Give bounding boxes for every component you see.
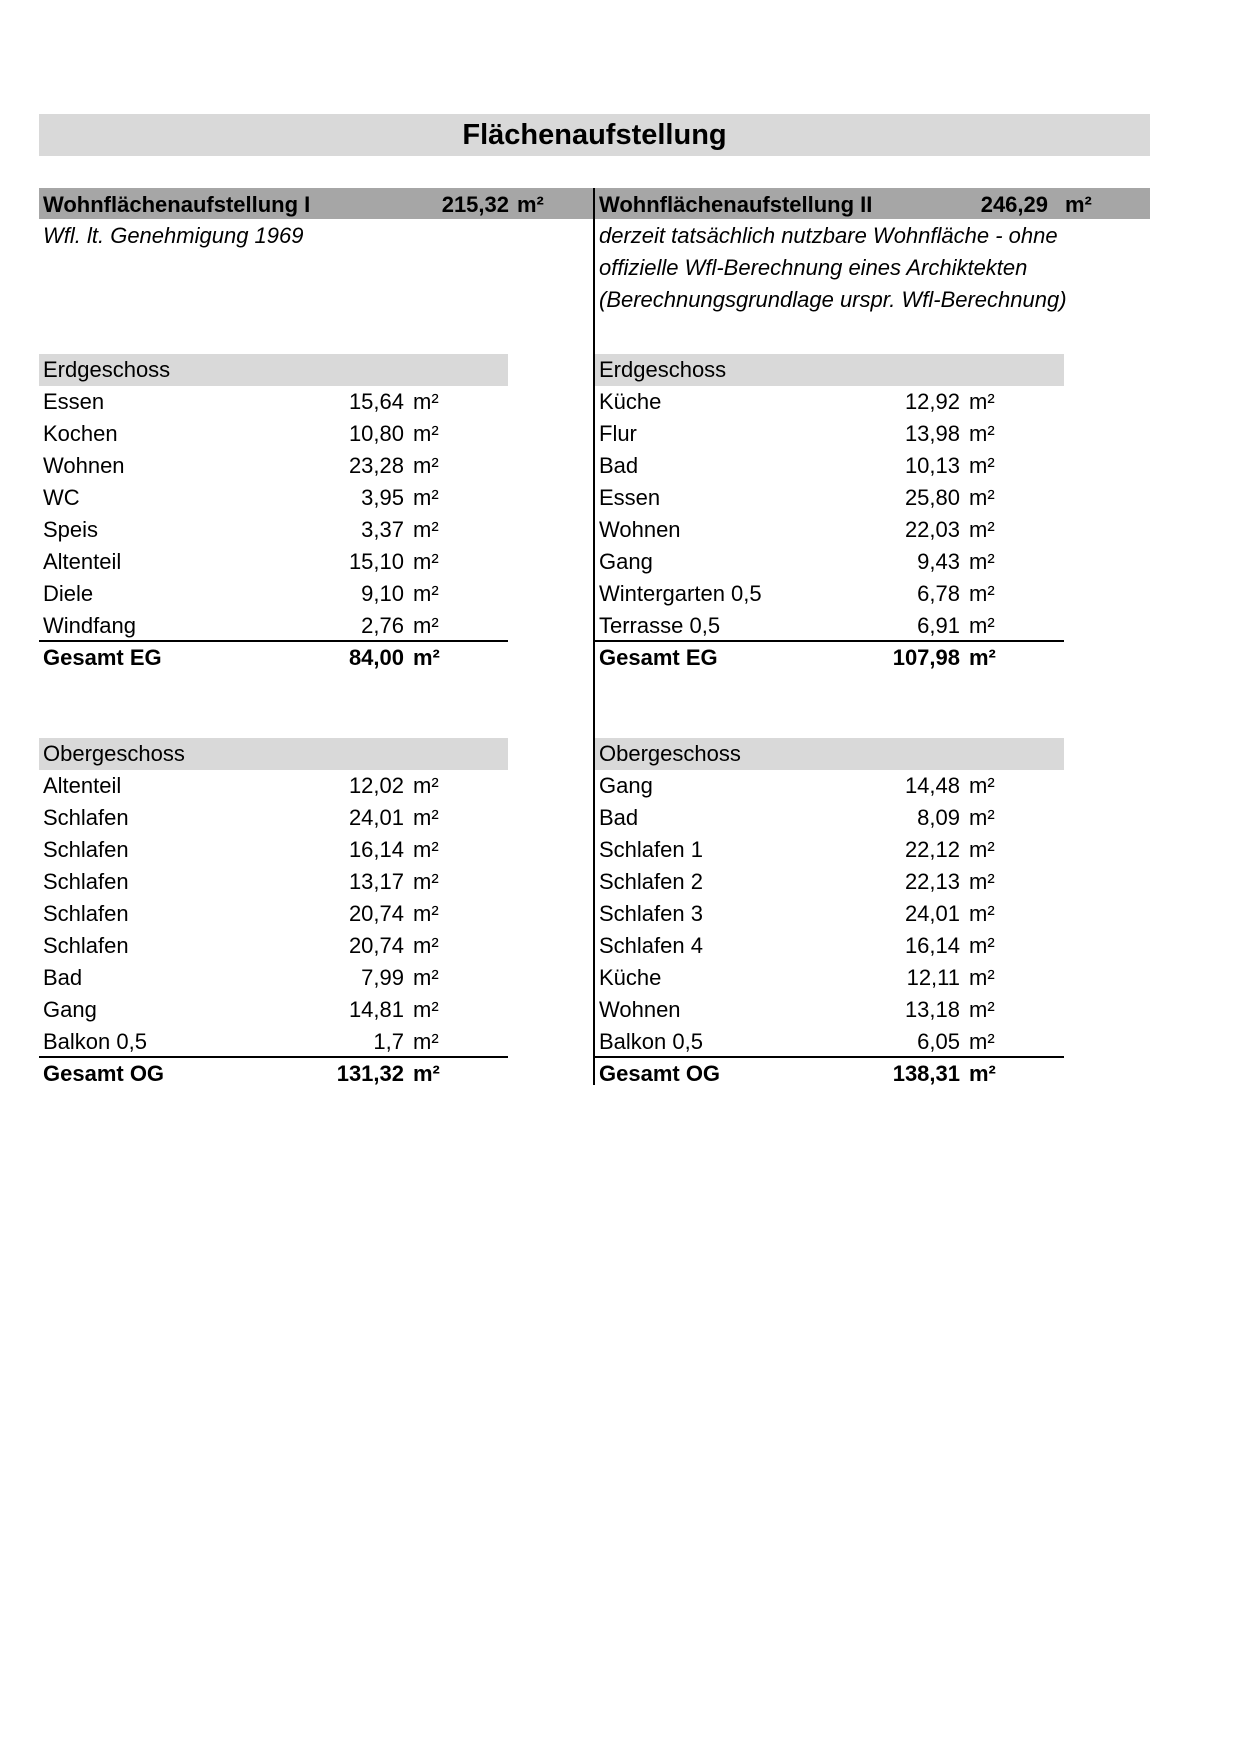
- room-unit: m²: [413, 549, 439, 574]
- room-unit: m²: [969, 1029, 995, 1054]
- room-name: Diele: [43, 581, 94, 606]
- table-row: [595, 962, 1064, 994]
- room-area: 24,01: [348, 805, 404, 830]
- table-row: [595, 418, 1064, 450]
- room-name: Schlafen 4: [599, 933, 703, 958]
- room-unit: m²: [413, 837, 439, 862]
- room-area: 6,05: [917, 1029, 960, 1054]
- table-row: [39, 962, 508, 994]
- room-area: 1,7: [373, 1029, 404, 1054]
- room-area: 3,95: [361, 485, 404, 510]
- room-name: Terrasse 0,5: [599, 613, 721, 638]
- left-eg-heading: Erdgeschoss: [39, 354, 508, 386]
- left-header-value: 215,32: [441, 192, 509, 217]
- total-unit: m²: [969, 645, 996, 670]
- total-label: Gesamt EG: [43, 645, 162, 670]
- room-name: Schlafen 3: [599, 901, 703, 926]
- room-unit: m²: [969, 805, 995, 830]
- room-name: Gang: [599, 549, 653, 574]
- room-area: 15,10: [348, 549, 404, 574]
- room-name: Schlafen: [43, 805, 129, 830]
- table-row: [595, 578, 1064, 610]
- room-name: Küche: [599, 389, 662, 414]
- left-header-label: Wohnflächenaufstellung I: [43, 192, 311, 217]
- room-area: 20,74: [348, 933, 404, 958]
- room-unit: m²: [969, 613, 995, 638]
- left-note: [43, 220, 303, 252]
- table-row: [39, 450, 508, 482]
- table-row: [39, 802, 508, 834]
- room-name: Schlafen: [43, 837, 129, 862]
- room-name: Kochen: [43, 421, 118, 446]
- room-area: 9,43: [917, 549, 960, 574]
- room-name: Bad: [599, 805, 639, 830]
- room-unit: m²: [413, 997, 439, 1022]
- table-row: [595, 930, 1064, 962]
- room-name: Speis: [43, 517, 99, 542]
- room-unit: m²: [413, 933, 439, 958]
- room-area: 13,98: [904, 421, 960, 446]
- page-title: Flächenaufstellung: [39, 114, 1150, 156]
- table-row: [39, 578, 508, 610]
- room-name: Gang: [599, 773, 653, 798]
- room-area: 9,10: [361, 581, 404, 606]
- room-name: Bad: [599, 453, 639, 478]
- room-area: 14,48: [904, 773, 960, 798]
- table-row: [595, 994, 1064, 1026]
- room-unit: m²: [969, 837, 995, 862]
- room-area: 25,80: [904, 485, 960, 510]
- table-row: [39, 898, 508, 930]
- room-unit: m²: [413, 421, 439, 446]
- room-unit: m²: [413, 965, 439, 990]
- room-name: Schlafen: [43, 901, 129, 926]
- room-area: 12,11: [906, 965, 960, 990]
- table-row: [595, 1026, 1064, 1058]
- total-label: Gesamt EG: [599, 645, 718, 670]
- room-unit: m²: [413, 389, 439, 414]
- table-row: [595, 898, 1064, 930]
- room-name: WC: [43, 485, 80, 510]
- room-name: Küche: [599, 965, 662, 990]
- room-name: Schlafen: [43, 869, 129, 894]
- room-unit: m²: [413, 517, 439, 542]
- room-unit: m²: [969, 997, 995, 1022]
- room-unit: m²: [969, 581, 995, 606]
- room-area: 20,74: [348, 901, 404, 926]
- room-name: Balkon 0,5: [599, 1029, 703, 1054]
- table-row: [39, 386, 508, 418]
- room-name: Wohnen: [43, 453, 125, 478]
- left-header-unit: m²: [517, 192, 544, 217]
- table-row: [39, 546, 508, 578]
- table-row: [595, 514, 1064, 546]
- table-row: [595, 482, 1064, 514]
- total-unit: m²: [413, 1061, 440, 1086]
- right-note-line: derzeit tatsächlich nutzbare Wohnfläche - ohne: [599, 223, 1058, 248]
- room-area: 22,12: [904, 837, 960, 862]
- room-unit: m²: [969, 933, 995, 958]
- room-unit: m²: [413, 581, 439, 606]
- room-name: Wohnen: [599, 517, 681, 542]
- room-unit: m²: [969, 453, 995, 478]
- right-og-section: [595, 738, 1064, 1090]
- table-row: [39, 1026, 508, 1058]
- room-unit: m²: [413, 1029, 439, 1054]
- room-name: Gang: [43, 997, 97, 1022]
- room-name: Wintergarten 0,5: [599, 581, 762, 606]
- room-name: Essen: [43, 389, 105, 414]
- table-row: [39, 994, 508, 1026]
- table-row: [595, 546, 1064, 578]
- room-area: 6,78: [917, 581, 960, 606]
- room-area: 3,37: [361, 517, 404, 542]
- table-row: [39, 514, 508, 546]
- total-unit: m²: [969, 1061, 996, 1086]
- room-area: 7,99: [361, 965, 404, 990]
- table-row: [39, 834, 508, 866]
- room-area: 10,80: [348, 421, 404, 446]
- right-note-line: (Berechnungsgrundlage urspr. Wfl-Berechnung): [599, 287, 1067, 312]
- room-unit: m²: [969, 549, 995, 574]
- room-name: Schlafen 1: [599, 837, 703, 862]
- room-area: 16,14: [904, 933, 960, 958]
- room-area: 22,03: [904, 517, 960, 542]
- table-row: [39, 770, 508, 802]
- table-row: [39, 610, 508, 642]
- room-area: 8,09: [917, 805, 960, 830]
- table-row: [39, 418, 508, 450]
- room-unit: m²: [413, 901, 439, 926]
- left-og-heading: Obergeschoss: [39, 738, 508, 770]
- room-unit: m²: [969, 517, 995, 542]
- room-area: 24,01: [904, 901, 960, 926]
- left-eg-section: [39, 354, 508, 674]
- table-row: [595, 386, 1064, 418]
- right-eg-section: [595, 354, 1064, 674]
- room-unit: m²: [413, 453, 439, 478]
- room-unit: m²: [969, 901, 995, 926]
- room-unit: m²: [969, 389, 995, 414]
- room-unit: m²: [969, 773, 995, 798]
- room-name: Bad: [43, 965, 83, 990]
- right-header-unit: m²: [1065, 192, 1092, 217]
- right-note: [599, 220, 1067, 316]
- room-name: Balkon 0,5: [43, 1029, 147, 1054]
- room-area: 15,64: [348, 389, 404, 414]
- total-row: [39, 642, 508, 674]
- room-area: 13,18: [904, 997, 960, 1022]
- room-name: Schlafen 2: [599, 869, 703, 894]
- room-name: Wohnen: [599, 997, 681, 1022]
- room-unit: m²: [413, 805, 439, 830]
- right-note-line: offizielle Wfl-Berechnung eines Archiktekten: [599, 255, 1028, 280]
- room-name: Windfang: [43, 613, 136, 638]
- room-area: 12,02: [348, 773, 404, 798]
- room-area: 12,92: [904, 389, 960, 414]
- total-unit: m²: [413, 645, 440, 670]
- right-header-bar: [595, 188, 1150, 219]
- table-row: [39, 866, 508, 898]
- room-area: 16,14: [348, 837, 404, 862]
- room-area: 23,28: [348, 453, 404, 478]
- left-header-bar: [39, 188, 593, 219]
- room-unit: m²: [969, 421, 995, 446]
- table-row: [595, 610, 1064, 642]
- table-row: [39, 482, 508, 514]
- right-eg-heading: Erdgeschoss: [595, 354, 1064, 386]
- room-area: 2,76: [361, 613, 404, 638]
- room-area: 22,13: [904, 869, 960, 894]
- room-unit: m²: [413, 869, 439, 894]
- room-unit: m²: [969, 869, 995, 894]
- total-row: [595, 1058, 1064, 1090]
- room-area: 6,91: [917, 613, 960, 638]
- total-label: Gesamt OG: [43, 1061, 165, 1086]
- table-row: [595, 770, 1064, 802]
- room-unit: m²: [969, 965, 995, 990]
- right-og-heading: Obergeschoss: [595, 738, 1064, 770]
- total-label: Gesamt OG: [599, 1061, 721, 1086]
- room-area: 10,13: [904, 453, 960, 478]
- total-row: [39, 1058, 508, 1090]
- total-row: [595, 642, 1064, 674]
- room-unit: m²: [413, 773, 439, 798]
- room-name: Flur: [599, 421, 637, 446]
- table-row: [39, 930, 508, 962]
- left-og-section: [39, 738, 508, 1090]
- room-unit: m²: [413, 613, 439, 638]
- room-area: 14,81: [348, 997, 404, 1022]
- table-row: [595, 866, 1064, 898]
- total-value: 84,00: [348, 645, 404, 670]
- table-row: [595, 802, 1064, 834]
- left-note-line: Wfl. lt. Genehmigung 1969: [43, 223, 304, 248]
- right-header-label: Wohnflächenaufstellung II: [599, 192, 873, 217]
- room-name: Altenteil: [43, 549, 122, 574]
- room-name: Altenteil: [43, 773, 122, 798]
- room-name: Schlafen: [43, 933, 129, 958]
- table-row: [595, 450, 1064, 482]
- total-value: 131,32: [336, 1061, 404, 1086]
- room-area: 13,17: [348, 869, 404, 894]
- room-name: Essen: [599, 485, 661, 510]
- total-value: 138,31: [892, 1061, 960, 1086]
- room-unit: m²: [969, 485, 995, 510]
- right-header-value: 246,29: [980, 192, 1048, 217]
- table-row: [595, 834, 1064, 866]
- room-unit: m²: [413, 485, 439, 510]
- total-value: 107,98: [892, 645, 960, 670]
